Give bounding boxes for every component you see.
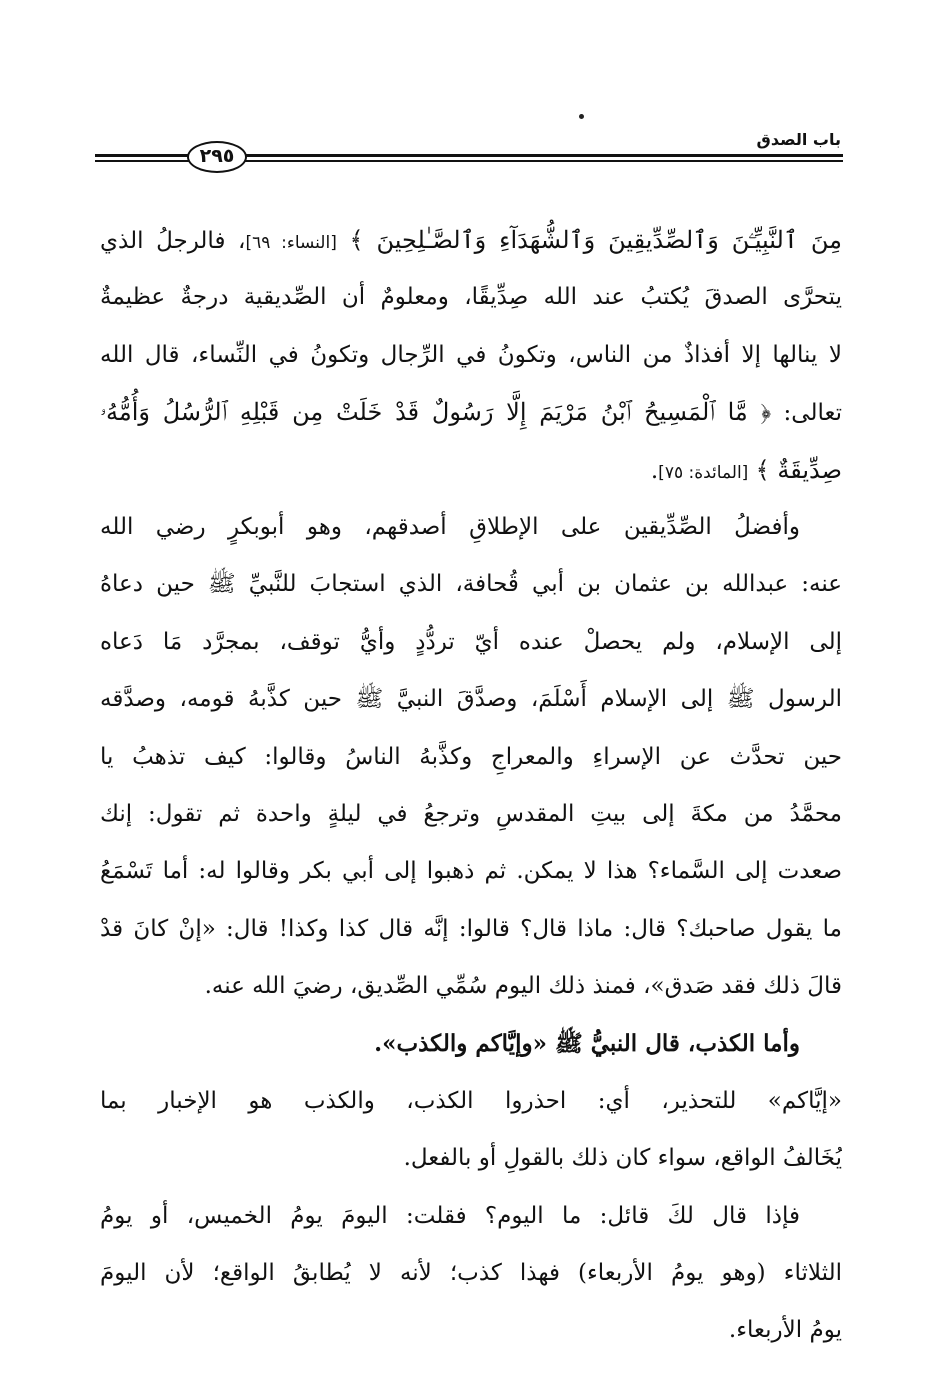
header-rule-left-top	[95, 154, 193, 157]
line-text: لا ينالها إلا أفذاذٌ من الناس، وتكونُ في الرِّجال وتكونُ في النِّساء، قال الله	[100, 341, 842, 368]
line-text: تعالى:	[771, 400, 842, 427]
text-line	[100, 729, 842, 786]
text-line	[100, 786, 842, 843]
text-line	[100, 901, 842, 958]
line-text: محمَّدُ من مكةَ إلى بيتِ المقدسِ وترجعُ في ليلةٍ واحدة ثم تقول: إنك	[100, 800, 842, 827]
text-line	[100, 843, 842, 900]
bold-hadith-line: وأما الكذب، قال النبيُّ ﷺ «وإيَّاكم والكذب».	[374, 1030, 800, 1058]
ink-speck	[579, 114, 584, 119]
text-line	[100, 1245, 842, 1302]
line-text: صعدت إلى السَّماء؟ هذا لا يمكن. ثم ذهبوا إلى أبي بكر وقالوا له: أما تَسْمَعُ	[100, 858, 842, 885]
text-line	[100, 1015, 842, 1072]
line-text: الرسول ﷺ إلى الإسلام أَسْلَمَ، وصدَّقَ النبيَّ ﷺ حين كذَّبهُ قومه، وصدَّقه	[100, 686, 842, 713]
header-rule-right-bottom	[245, 160, 843, 162]
text-line	[100, 1302, 842, 1359]
text-line	[100, 442, 842, 499]
line-text: يومُ الأربعاء.	[728, 1317, 842, 1344]
text-line	[100, 1073, 842, 1130]
line-text: «إيَّاكم» للتحذير، أي: احذروا الكذب، والكذب هو الإخبار بما	[100, 1087, 842, 1114]
line-text: وأفضلُ الصِّدِّيقين على الإطلاقِ أصدقهم، وهو أبوبكرٍ رضي الله	[100, 513, 800, 540]
verse-reference: [النساء: ٦٩]	[245, 233, 337, 253]
header-rule-left-bottom	[95, 160, 193, 162]
line-text: .	[650, 457, 659, 484]
line-text: ، فالرجلُ الذي	[100, 228, 246, 254]
line-text: ما يقول صاحبك؟ قال: ماذا قال؟ قالوا: إنَّه قال كذا وكذا! قال: «إنْ كانَ قدْ	[100, 915, 842, 942]
quran-verse: ﴿ مَّا ٱلْمَسِيحُ ٱبْنُ مَرْيَمَ إِلَّا رَسُولٌ قَدْ خَلَتْ مِن قَبْلِهِ ٱلرُّسُلُ وَأُمُّهُۥ	[100, 398, 772, 427]
body-text	[100, 212, 842, 1360]
text-line	[100, 1188, 842, 1245]
text-line	[100, 614, 842, 671]
text-line	[100, 556, 842, 613]
line-text: إلى الإسلام، ولم يحصلْ عنده أيّ تردُّدٍ وأيُّ توقف، بمجرَّد مَا دَعاه	[100, 628, 842, 655]
chapter-title: باب الصدق	[756, 130, 841, 149]
line-text: حين تحدَّث عن الإسراءِ والمعراجِ وكذَّبهُ الناسُ وقالوا: كيف تذهبُ يا	[100, 743, 842, 770]
text-line	[100, 671, 842, 728]
text-line	[100, 958, 842, 1015]
line-text: فإذا قال لكَ قائل: ما اليوم؟ فقلت: اليومَ يومُ الخميس، أو يومُ	[100, 1202, 800, 1229]
text-line	[100, 384, 842, 441]
text-line	[100, 1130, 842, 1187]
quran-verse: صِدِّيقَةٌ ﴾	[755, 455, 842, 484]
header-rule-right-top	[245, 154, 843, 157]
line-text: قالَ ذلك فقد صَدق»، فمنذ ذلك اليوم سُمِّي الصِّديق، رضيَ الله عنه.	[204, 973, 842, 1000]
line-text: يتحرَّى الصدقَ يُكتبُ عند الله صِدِّيقًا، ومعلومٌ أن الصِّديقية درجةٌ عظيمةٌ	[100, 284, 842, 311]
line-text: الثلاثاء (وهو يومُ الأربعاء) فهذا كذب؛ لأنه لا يُطابقُ الواقع؛ لأن اليومَ	[100, 1260, 842, 1287]
text-line	[100, 212, 842, 269]
page-header	[95, 128, 843, 184]
page-number: ٢٩٥	[187, 141, 247, 173]
line-text: يُخَالفُ الواقع، سواء كان ذلك بالقولِ أو بالفعل.	[403, 1145, 842, 1172]
line-text: عنه: عبدالله بن عثمان بن أبي قُحافة، الذي استجابَ للنَّبيِّ ﷺ حين دعاهُ	[100, 571, 842, 598]
quran-verse: مِنَ ٱلنَّبِيِّـۧنَ وَٱلصِّدِّيقِينَ وَٱلشُّهَدَآءِ وَٱلصَّـٰلِحِينَ ﴾	[349, 226, 842, 254]
text-line	[100, 327, 842, 384]
text-line	[100, 269, 842, 326]
text-line	[100, 499, 842, 556]
verse-reference: [المائدة: ٧٥]	[658, 462, 749, 483]
